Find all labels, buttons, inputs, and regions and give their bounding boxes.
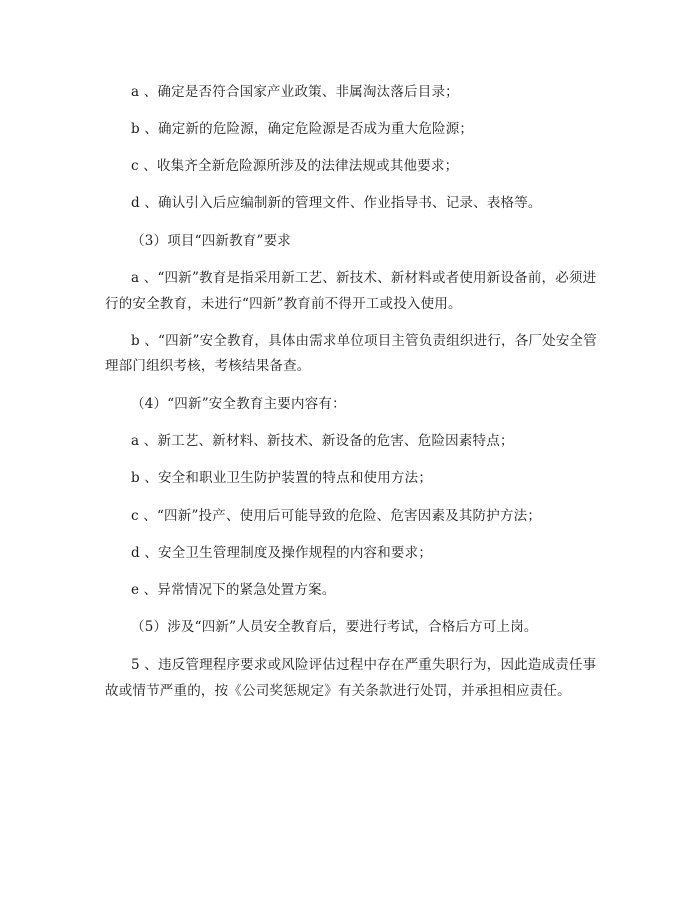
section-3-item-a-line-1: a 、“四新”教育是指采用新工艺、新技术、新材料或者使用新设备前，必须进 [131, 270, 597, 286]
section-3-item-b-line-2: 理部门组织考核，考核结果备查。 [105, 358, 311, 374]
section-3-item-a-line-2: 行的安全教育，未进行“四新”教育前不得开工或投入使用。 [105, 296, 462, 312]
clause-5-line-1: 5 、违反管理程序要求或风险评估过程中存在严重失职行为，因此造成责任事 [131, 657, 597, 673]
section-3-heading: （3）项目“四新教育”要求 [131, 233, 291, 249]
section-4-item-c: c 、“四新”投产、使用后可能导致的危险、危害因素及其防护方法； [131, 508, 542, 524]
section-4-item-b: b 、安全和职业卫生防护装置的特点和使用方法； [131, 470, 433, 486]
section-4-heading: （4）“四新”安全教育主要内容有： [131, 396, 346, 412]
item-d-documents: d 、确认引入后应编制新的管理文件、作业指导书、记录、表格等。 [131, 195, 542, 211]
item-c-regulations: c 、收集齐全新危险源所涉及的法律法规或其他要求； [131, 158, 459, 174]
item-b-hazard: b 、确定新的危险源，确定危险源是否成为重大危险源； [131, 121, 474, 137]
section-4-item-a: a 、新工艺、新材料、新技术、新设备的危害、危险因素特点； [131, 433, 514, 449]
section-5-paragraph: （5）涉及“四新”人员安全教育后，要进行考试，合格后方可上岗。 [131, 619, 538, 635]
item-a-policy: a 、确定是否符合国家产业政策、非属淘汰落后目录； [131, 84, 459, 100]
section-3-item-b-line-1: b 、“四新”安全教育，具体由需求单位项目主管负责组织进行，各厂处安全管 [131, 333, 597, 349]
clause-5-line-2: 故或情节严重的，按《公司奖惩规定》有关条款进行处罚，并承担相应责任。 [105, 683, 571, 699]
section-4-item-d: d 、安全卫生管理制度及操作规程的内容和要求； [131, 545, 433, 561]
section-4-item-e: e 、异常情况下的紧急处置方案。 [131, 582, 336, 598]
